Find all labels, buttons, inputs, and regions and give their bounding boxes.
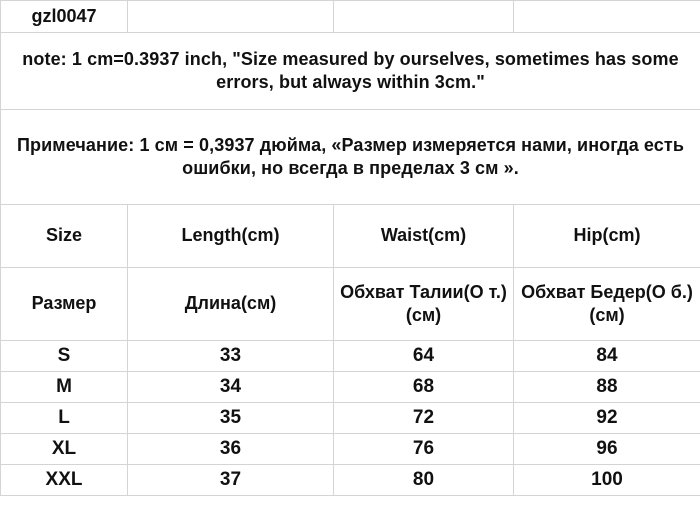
table-row xyxy=(1,434,700,465)
header-waist: Waist(cm) xyxy=(334,205,514,268)
cell-hip: 92 xyxy=(514,403,700,434)
header-length-ru: Длина(см) xyxy=(128,268,334,341)
cell-hip: 88 xyxy=(514,372,700,403)
header-row-english xyxy=(1,205,700,268)
product-code: gzl0047 xyxy=(1,1,128,33)
note-russian: Примечание: 1 см = 0,3937 дюйма, «Размер измеряется нами, иногда есть ошибки, но всегда в пределах 3 см ». xyxy=(1,110,700,205)
table-row xyxy=(1,403,700,434)
cell-size: XXL xyxy=(1,465,128,496)
header-row-russian xyxy=(1,268,700,341)
cell-size: L xyxy=(1,403,128,434)
cell-size: XL xyxy=(1,434,128,465)
cell-length: 33 xyxy=(128,341,334,372)
cell-size: M xyxy=(1,372,128,403)
cell-length: 35 xyxy=(128,403,334,434)
cell-length: 34 xyxy=(128,372,334,403)
note-russian-row xyxy=(1,110,700,205)
header-size: Size xyxy=(1,205,128,268)
cell-waist: 64 xyxy=(334,341,514,372)
empty-cell xyxy=(128,1,334,33)
header-hip: Hip(cm) xyxy=(514,205,700,268)
cell-hip: 84 xyxy=(514,341,700,372)
cell-size: S xyxy=(1,341,128,372)
header-waist-ru: Обхват Талии(О т.)(см) xyxy=(334,268,514,341)
header-length: Length(cm) xyxy=(128,205,334,268)
note-english: note: 1 cm=0.3937 inch, "Size measured by ourselves, sometimes has some errors, but always within 3cm." xyxy=(1,33,700,110)
cell-waist: 72 xyxy=(334,403,514,434)
empty-cell xyxy=(514,1,700,33)
note-english-row xyxy=(1,33,700,110)
header-size-ru: Размер xyxy=(1,268,128,341)
cell-waist: 68 xyxy=(334,372,514,403)
empty-cell xyxy=(334,1,514,33)
cell-hip: 100 xyxy=(514,465,700,496)
cell-length: 36 xyxy=(128,434,334,465)
cell-hip: 96 xyxy=(514,434,700,465)
product-code-row xyxy=(1,1,700,33)
cell-waist: 76 xyxy=(334,434,514,465)
table-row xyxy=(1,372,700,403)
header-hip-ru: Обхват Бедер(О б.)(см) xyxy=(514,268,700,341)
cell-length: 37 xyxy=(128,465,334,496)
cell-waist: 80 xyxy=(334,465,514,496)
table-row xyxy=(1,341,700,372)
table-row xyxy=(1,465,700,496)
